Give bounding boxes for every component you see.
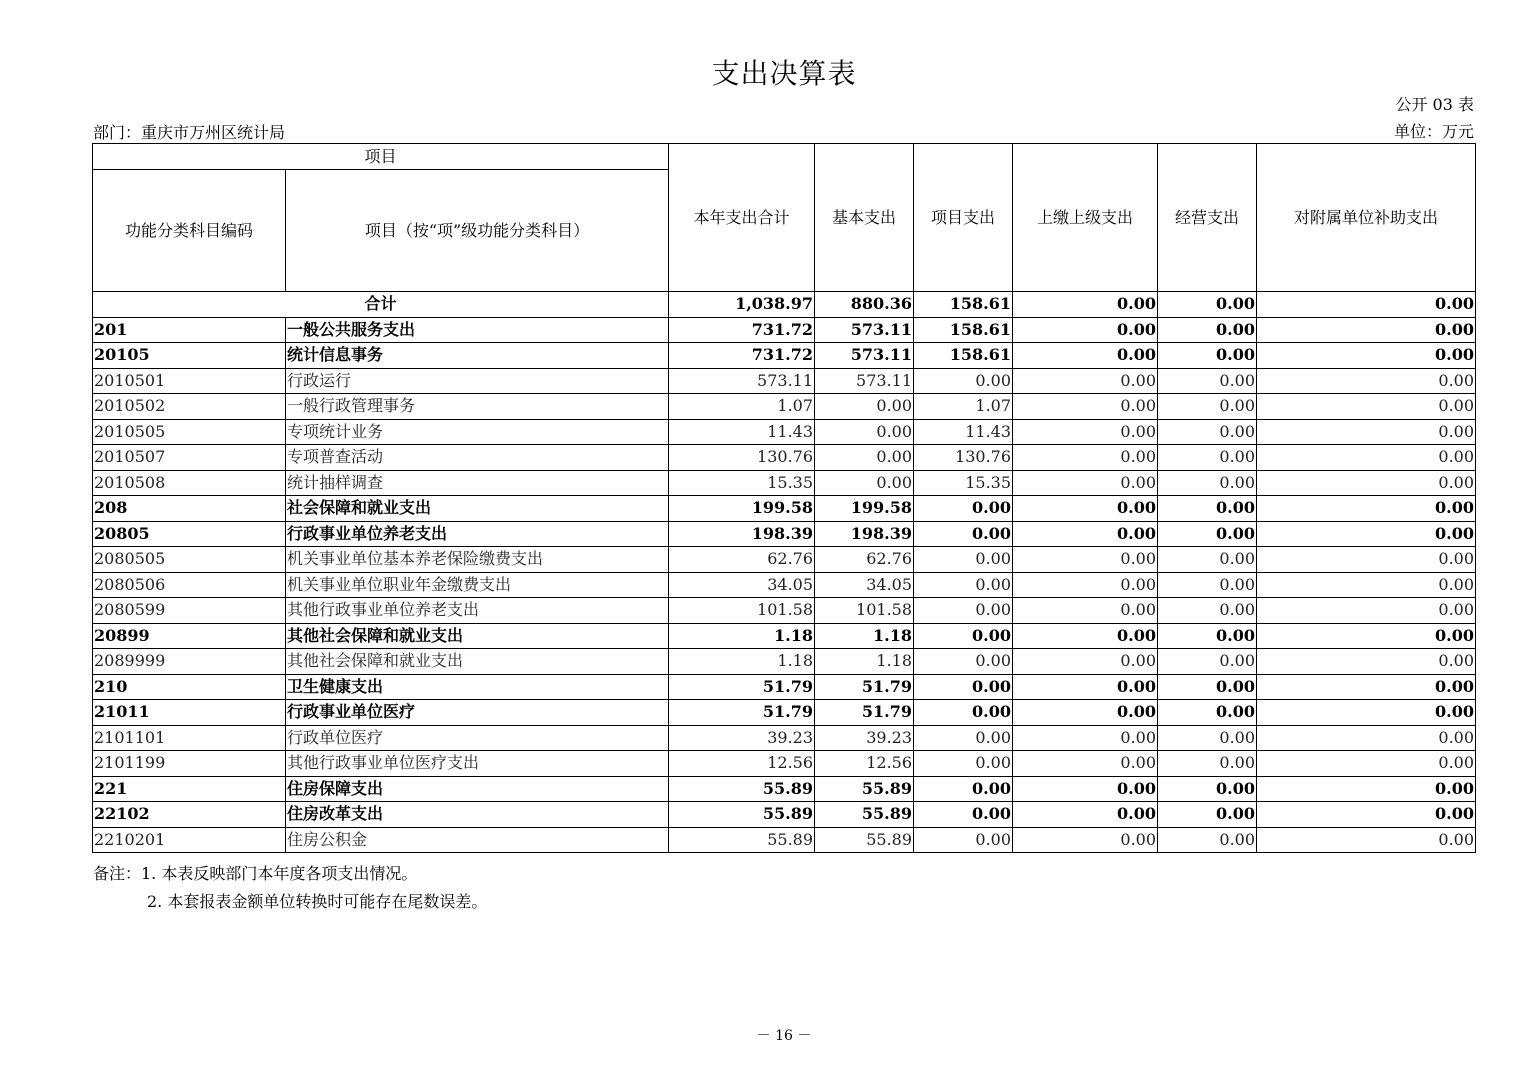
cell-project: 15.35 [914, 470, 1013, 496]
cell-subsidy: 0.00 [1257, 470, 1476, 496]
header-upper: 上缴上级支出 [1013, 144, 1158, 292]
cell-upper: 0.00 [1013, 547, 1158, 573]
cell-name: 其他社会保障和就业支出 [286, 623, 669, 649]
cell-business: 0.00 [1158, 368, 1257, 394]
cell-business: 0.00 [1158, 394, 1257, 420]
cell-project: 0.00 [914, 623, 1013, 649]
cell-name: 住房公积金 [286, 827, 669, 853]
cell-upper: 0.00 [1013, 598, 1158, 624]
cell-code: 210 [93, 674, 286, 700]
cell-basic: 101.58 [815, 598, 914, 624]
table-row [93, 751, 1476, 777]
cell-name: 行政事业单位养老支出 [286, 521, 669, 547]
cell-name: 专项统计业务 [286, 419, 669, 445]
cell-upper: 0.00 [1013, 623, 1158, 649]
table-code: 公开 03 表 [1395, 95, 1474, 114]
cell-name: 住房改革支出 [286, 802, 669, 828]
cell-total: 62.76 [669, 547, 815, 573]
cell-basic: 12.56 [815, 751, 914, 777]
cell-subsidy: 0.00 [1257, 776, 1476, 802]
header-basic: 基本支出 [815, 144, 914, 292]
table-row [93, 725, 1476, 751]
cell-subsidy: 0.00 [1257, 394, 1476, 420]
cell-business: 0.00 [1158, 547, 1257, 573]
table-row [93, 598, 1476, 624]
cell-upper: 0.00 [1013, 496, 1158, 522]
cell-project: 0.00 [914, 674, 1013, 700]
cell-business: 0.00 [1158, 343, 1257, 369]
cell-upper: 0.00 [1013, 572, 1158, 598]
header-total: 本年支出合计 [669, 144, 815, 292]
cell-upper: 0.00 [1013, 802, 1158, 828]
cell-code: 2010508 [93, 470, 286, 496]
cell-total: 1.18 [669, 649, 815, 675]
cell-basic: 1.18 [815, 623, 914, 649]
cell-basic: 0.00 [815, 470, 914, 496]
cell-subsidy: 0.00 [1257, 598, 1476, 624]
total-business: 0.00 [1158, 292, 1257, 318]
cell-subsidy: 0.00 [1257, 521, 1476, 547]
cell-project: 11.43 [914, 419, 1013, 445]
header-code: 功能分类科目编码 [93, 170, 286, 292]
cell-subsidy: 0.00 [1257, 343, 1476, 369]
cell-total: 55.89 [669, 802, 815, 828]
total-row [93, 292, 1476, 318]
cell-total: 1.18 [669, 623, 815, 649]
table-row [93, 649, 1476, 675]
header-business: 经营支出 [1158, 144, 1257, 292]
table-row [93, 700, 1476, 726]
table-row [93, 776, 1476, 802]
total-upper: 0.00 [1013, 292, 1158, 318]
cell-basic: 198.39 [815, 521, 914, 547]
cell-basic: 39.23 [815, 725, 914, 751]
cell-total: 39.23 [669, 725, 815, 751]
table-row [93, 343, 1476, 369]
table-row [93, 445, 1476, 471]
cell-total: 573.11 [669, 368, 815, 394]
cell-business: 0.00 [1158, 419, 1257, 445]
cell-name: 行政单位医疗 [286, 725, 669, 751]
cell-total: 130.76 [669, 445, 815, 471]
cell-upper: 0.00 [1013, 317, 1158, 343]
cell-upper: 0.00 [1013, 700, 1158, 726]
cell-subsidy: 0.00 [1257, 317, 1476, 343]
cell-project: 0.00 [914, 751, 1013, 777]
cell-subsidy: 0.00 [1257, 623, 1476, 649]
cell-business: 0.00 [1158, 623, 1257, 649]
cell-name: 专项普查活动 [286, 445, 669, 471]
cell-subsidy: 0.00 [1257, 725, 1476, 751]
cell-total: 55.89 [669, 776, 815, 802]
cell-basic: 62.76 [815, 547, 914, 573]
cell-total: 12.56 [669, 751, 815, 777]
header-subsidy: 对附属单位补助支出 [1257, 144, 1476, 292]
cell-upper: 0.00 [1013, 649, 1158, 675]
cell-project: 0.00 [914, 649, 1013, 675]
table-row [93, 317, 1476, 343]
cell-total: 731.72 [669, 343, 815, 369]
cell-business: 0.00 [1158, 674, 1257, 700]
cell-business: 0.00 [1158, 751, 1257, 777]
cell-name: 行政运行 [286, 368, 669, 394]
table-row [93, 496, 1476, 522]
cell-total: 198.39 [669, 521, 815, 547]
cell-basic: 573.11 [815, 317, 914, 343]
cell-code: 2080506 [93, 572, 286, 598]
cell-business: 0.00 [1158, 827, 1257, 853]
cell-name: 机关事业单位职业年金缴费支出 [286, 572, 669, 598]
cell-subsidy: 0.00 [1257, 445, 1476, 471]
cell-code: 2010507 [93, 445, 286, 471]
note-line-2: 2. 本套报表金额单位转换时可能存在尾数误差。 [147, 892, 488, 911]
cell-basic: 573.11 [815, 343, 914, 369]
cell-business: 0.00 [1158, 700, 1257, 726]
cell-business: 0.00 [1158, 776, 1257, 802]
table-row [93, 368, 1476, 394]
cell-basic: 55.89 [815, 827, 914, 853]
table-row [93, 572, 1476, 598]
total-basic: 880.36 [815, 292, 914, 318]
cell-basic: 1.18 [815, 649, 914, 675]
cell-code: 2101199 [93, 751, 286, 777]
table-row [93, 547, 1476, 573]
cell-total: 34.05 [669, 572, 815, 598]
cell-basic: 0.00 [815, 419, 914, 445]
cell-business: 0.00 [1158, 598, 1257, 624]
cell-subsidy: 0.00 [1257, 802, 1476, 828]
table-row [93, 394, 1476, 420]
cell-upper: 0.00 [1013, 725, 1158, 751]
expenditure-table [92, 143, 1476, 853]
cell-upper: 0.00 [1013, 776, 1158, 802]
cell-basic: 55.89 [815, 776, 914, 802]
cell-name: 其他行政事业单位医疗支出 [286, 751, 669, 777]
cell-upper: 0.00 [1013, 368, 1158, 394]
cell-business: 0.00 [1158, 802, 1257, 828]
cell-name: 机关事业单位基本养老保险缴费支出 [286, 547, 669, 573]
page-title: 支出决算表 [711, 57, 857, 90]
notes [93, 860, 487, 916]
cell-code: 2010502 [93, 394, 286, 420]
cell-business: 0.00 [1158, 496, 1257, 522]
cell-name: 其他行政事业单位养老支出 [286, 598, 669, 624]
cell-total: 731.72 [669, 317, 815, 343]
cell-subsidy: 0.00 [1257, 419, 1476, 445]
cell-project: 0.00 [914, 827, 1013, 853]
cell-subsidy: 0.00 [1257, 751, 1476, 777]
cell-upper: 0.00 [1013, 521, 1158, 547]
cell-project: 0.00 [914, 496, 1013, 522]
cell-subsidy: 0.00 [1257, 827, 1476, 853]
table-row [93, 674, 1476, 700]
cell-code: 22102 [93, 802, 286, 828]
cell-name: 统计信息事务 [286, 343, 669, 369]
cell-business: 0.00 [1158, 317, 1257, 343]
table-row [93, 470, 1476, 496]
cell-code: 2010501 [93, 368, 286, 394]
total-total: 1,038.97 [669, 292, 815, 318]
cell-basic: 199.58 [815, 496, 914, 522]
cell-basic: 0.00 [815, 394, 914, 420]
cell-basic: 34.05 [815, 572, 914, 598]
cell-code: 201 [93, 317, 286, 343]
cell-project: 0.00 [914, 776, 1013, 802]
cell-project: 0.00 [914, 802, 1013, 828]
cell-code: 2080599 [93, 598, 286, 624]
cell-code: 2010505 [93, 419, 286, 445]
cell-code: 20899 [93, 623, 286, 649]
cell-subsidy: 0.00 [1257, 572, 1476, 598]
cell-code: 2210201 [93, 827, 286, 853]
total-subsidy: 0.00 [1257, 292, 1476, 318]
cell-subsidy: 0.00 [1257, 649, 1476, 675]
cell-code: 21011 [93, 700, 286, 726]
cell-basic: 55.89 [815, 802, 914, 828]
cell-name: 统计抽样调查 [286, 470, 669, 496]
cell-name: 卫生健康支出 [286, 674, 669, 700]
cell-project: 0.00 [914, 700, 1013, 726]
cell-code: 2089999 [93, 649, 286, 675]
cell-total: 51.79 [669, 700, 815, 726]
cell-project: 0.00 [914, 521, 1013, 547]
cell-code: 208 [93, 496, 286, 522]
cell-basic: 51.79 [815, 700, 914, 726]
cell-total: 1.07 [669, 394, 815, 420]
cell-business: 0.00 [1158, 445, 1257, 471]
cell-basic: 0.00 [815, 445, 914, 471]
cell-project: 130.76 [914, 445, 1013, 471]
cell-project: 0.00 [914, 547, 1013, 573]
cell-upper: 0.00 [1013, 343, 1158, 369]
cell-business: 0.00 [1158, 521, 1257, 547]
cell-project: 0.00 [914, 598, 1013, 624]
cell-project: 1.07 [914, 394, 1013, 420]
cell-code: 2080505 [93, 547, 286, 573]
cell-total: 11.43 [669, 419, 815, 445]
cell-upper: 0.00 [1013, 674, 1158, 700]
cell-business: 0.00 [1158, 725, 1257, 751]
cell-subsidy: 0.00 [1257, 496, 1476, 522]
cell-code: 20805 [93, 521, 286, 547]
cell-code: 2101101 [93, 725, 286, 751]
cell-subsidy: 0.00 [1257, 368, 1476, 394]
table-row [93, 419, 1476, 445]
cell-code: 20105 [93, 343, 286, 369]
cell-business: 0.00 [1158, 649, 1257, 675]
cell-upper: 0.00 [1013, 445, 1158, 471]
cell-project: 0.00 [914, 368, 1013, 394]
cell-basic: 51.79 [815, 674, 914, 700]
cell-project: 0.00 [914, 725, 1013, 751]
cell-upper: 0.00 [1013, 751, 1158, 777]
header-item-group: 项目 [93, 144, 669, 170]
header-project: 项目支出 [914, 144, 1013, 292]
table-row [93, 623, 1476, 649]
cell-upper: 0.00 [1013, 470, 1158, 496]
cell-name: 社会保障和就业支出 [286, 496, 669, 522]
cell-total: 101.58 [669, 598, 815, 624]
cell-upper: 0.00 [1013, 394, 1158, 420]
cell-total: 51.79 [669, 674, 815, 700]
cell-subsidy: 0.00 [1257, 674, 1476, 700]
cell-total: 55.89 [669, 827, 815, 853]
cell-name: 一般行政管理事务 [286, 394, 669, 420]
cell-subsidy: 0.00 [1257, 700, 1476, 726]
header-name: 项目（按“项”级功能分类科目） [286, 170, 669, 292]
table-row [93, 827, 1476, 853]
cell-name: 一般公共服务支出 [286, 317, 669, 343]
note-line-1: 备注：1. 本表反映部门本年度各项支出情况。 [93, 864, 418, 883]
table-row [93, 521, 1476, 547]
table-row [93, 802, 1476, 828]
cell-business: 0.00 [1158, 470, 1257, 496]
cell-code: 221 [93, 776, 286, 802]
cell-total: 199.58 [669, 496, 815, 522]
cell-subsidy: 0.00 [1257, 547, 1476, 573]
department-label: 部门：重庆市万州区统计局 [93, 123, 286, 142]
cell-project: 158.61 [914, 317, 1013, 343]
cell-project: 0.00 [914, 572, 1013, 598]
cell-upper: 0.00 [1013, 827, 1158, 853]
cell-business: 0.00 [1158, 572, 1257, 598]
cell-total: 15.35 [669, 470, 815, 496]
page-number: － 16 － [756, 1028, 812, 1044]
cell-name: 其他社会保障和就业支出 [286, 649, 669, 675]
cell-basic: 573.11 [815, 368, 914, 394]
unit-label: 单位：万元 [1393, 122, 1474, 141]
cell-upper: 0.00 [1013, 419, 1158, 445]
cell-project: 158.61 [914, 343, 1013, 369]
total-project: 158.61 [914, 292, 1013, 318]
cell-name: 行政事业单位医疗 [286, 700, 669, 726]
cell-name: 住房保障支出 [286, 776, 669, 802]
total-label: 合计 [93, 292, 669, 318]
